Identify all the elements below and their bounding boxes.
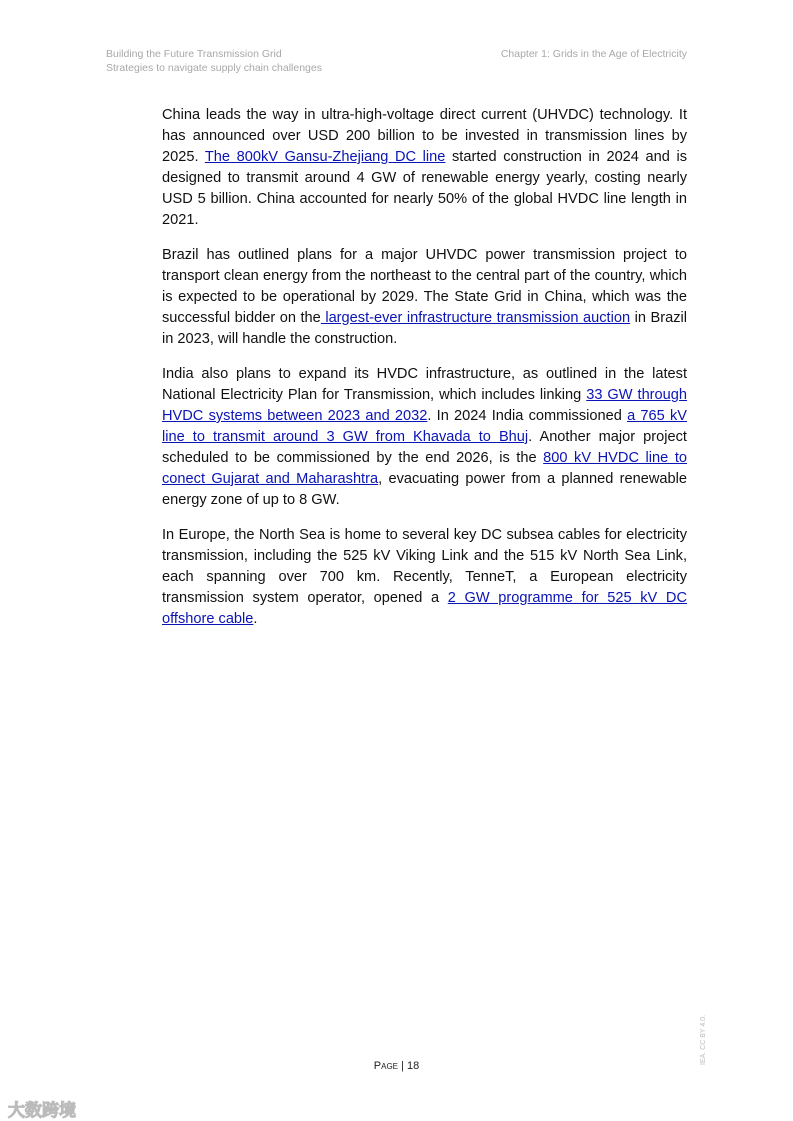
text-run: . In 2024 India commissioned — [427, 408, 628, 424]
text-run: India also plans to expand its HVDC infrastructure, as outlined in the latest National Electricity Plan for Transmission, which includes linking — [162, 366, 687, 403]
page-number: 18 — [406, 1060, 420, 1072]
text-run: . — [253, 611, 258, 627]
hyperlink[interactable]: largest-ever infrastructure transmission auction — [320, 310, 631, 326]
hyperlink[interactable]: The 800kV Gansu-Zhejiang DC line — [204, 149, 446, 165]
body-text — [162, 105, 687, 644]
hyperlink[interactable]: 800 kV HVDC line to conect Gujarat and Maharashtra — [162, 450, 687, 487]
hyperlink[interactable]: 2 GW programme for 525 kV DC offshore cable — [162, 590, 687, 627]
paragraph — [162, 245, 687, 350]
report-title: Building the Future Transmission Grid — [106, 48, 282, 60]
page-label: Page — [373, 1060, 398, 1072]
paragraph — [162, 364, 687, 511]
page-footer — [0, 1060, 793, 1072]
watermark-logo: 大数跨境 — [8, 1101, 76, 1120]
running-header-left — [106, 47, 322, 75]
text-run: started construction in 2024 and is designed to transmit around 4 GW of renewable energy yearly, costing nearly USD 5 billion. China accounted for nearly 50% of the global HVDC line length in 2021. — [162, 149, 687, 228]
page-separator: | — [398, 1060, 407, 1072]
text-run: Brazil has outlined plans for a major UHVDC power transmission project to transport clean energy from the northeast to the central part of the country, which is expected to be operational by 2029. The State Grid in China, which was the successful bidder on the — [162, 247, 687, 326]
hyperlink[interactable]: a 765 kV line to transmit around 3 GW from Khavada to Bhuj — [162, 408, 687, 445]
text-run: In Europe, the North Sea is home to several key DC subsea cables for electricity transmission, including the 525 kV Viking Link and the 515 kV North Sea Link, each spanning over 700 km. Recently, TenneT, a European electricity transmission system operator, opened a — [162, 527, 687, 606]
paragraph — [162, 105, 687, 231]
text-run: China leads the way in ultra-high-voltage direct current (UHVDC) technology. It has announced over USD 200 billion to be invested in transmission lines by 2025. — [162, 107, 687, 165]
text-run: in Brazil in 2023, will handle the construction. — [162, 310, 687, 347]
license-notice: IEA. CC BY 4.0. — [700, 1014, 707, 1065]
chapter-title: Chapter 1: Grids in the Age of Electricity — [500, 48, 687, 60]
text-run: , evacuating power from a planned renewable energy zone of up to 8 GW. — [162, 471, 687, 508]
hyperlink[interactable]: 33 GW through HVDC systems between 2023 and 2032 — [162, 387, 688, 424]
text-run: . Another major project scheduled to be commissioned by the end 2026, is the — [162, 429, 687, 466]
report-subtitle: Strategies to navigate supply chain challenges — [106, 62, 322, 74]
paragraph — [162, 525, 687, 630]
